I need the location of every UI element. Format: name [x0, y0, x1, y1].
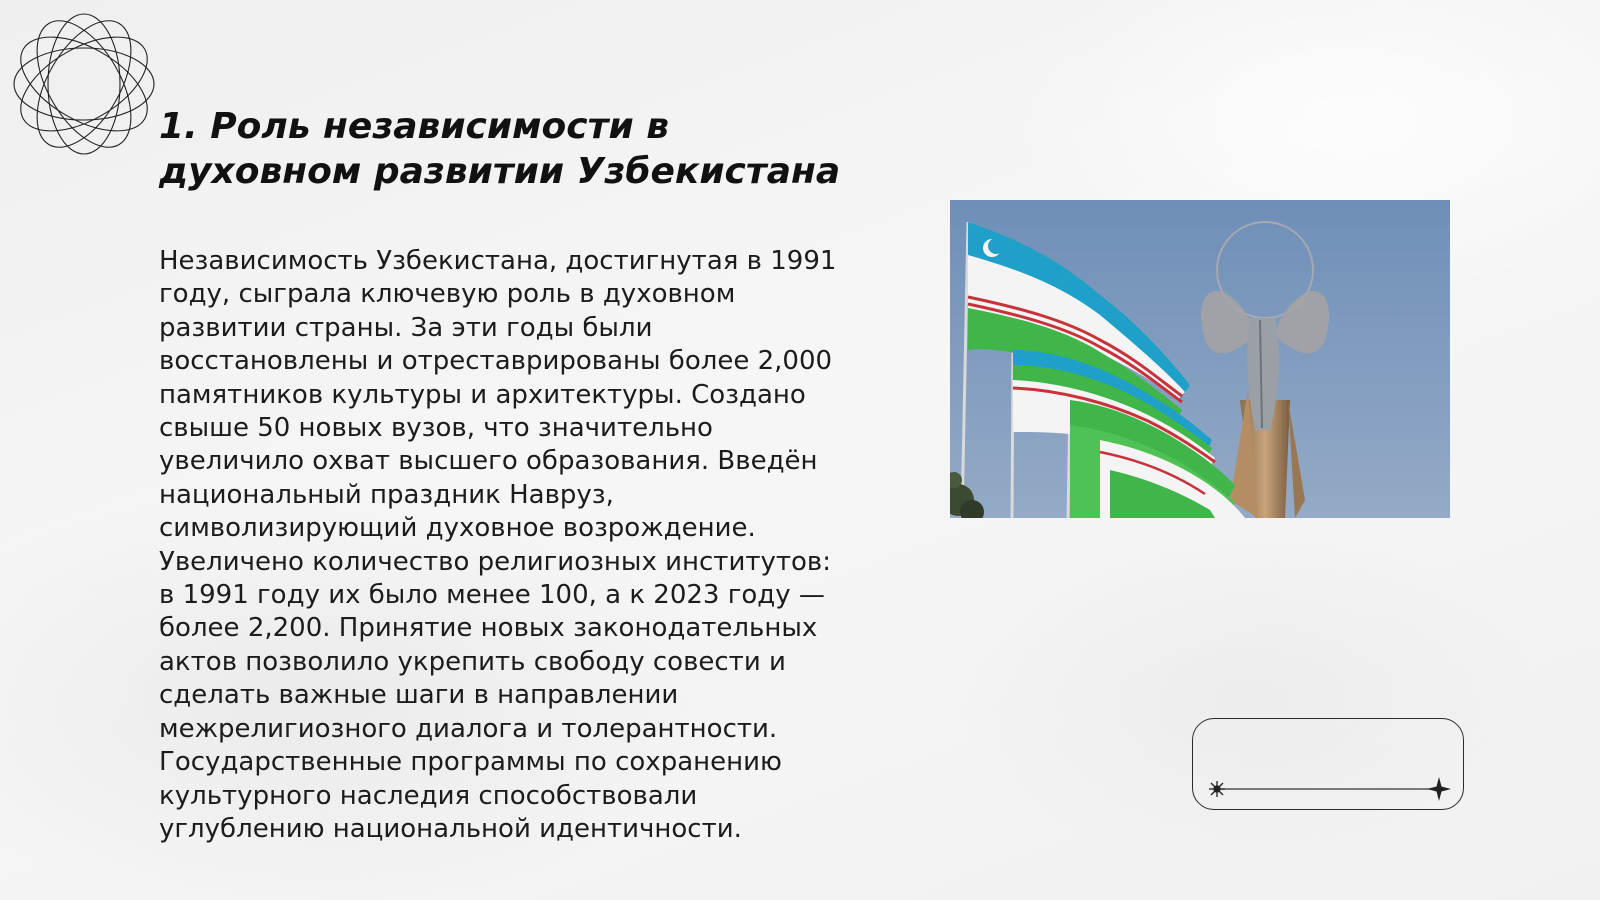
- flags-monument-photo: [950, 200, 1450, 518]
- decorative-line: [1193, 719, 1465, 811]
- circle-ornament-icon: [10, 10, 158, 158]
- four-point-star-icon: [1427, 777, 1451, 801]
- slide-body-text: Независимость Узбекистана, достигнутая в 1991 году, сыграла ключевую роль в духовном развитии страны. За эти годы были восстановлены и отреставрированы более 2,000 памятников культуры и архитектуры. Создано свыше 50 новых вузов, что значительно увеличило охват высшего образования. Введён национальный праздник Навруз, символизирующий духовное возрождение. Увеличено количество религиозных институтов: в 1991 году их было менее 100, а к 2023 году — более 2,200. Принятие новых законодательных актов позволило укрепить свободу совести и сделать важные шаги в направлении межрелигиозного диалога и толерантности. Государственные программы по сохранению культурного наследия способствовали углублению национальной идентичности.: [159, 246, 837, 844]
- slide-title: 1. Роль независимости в духовном развитии Узбекистана: [159, 106, 841, 192]
- sparkle-icon: [1209, 781, 1225, 797]
- decorative-frame: [1192, 718, 1464, 810]
